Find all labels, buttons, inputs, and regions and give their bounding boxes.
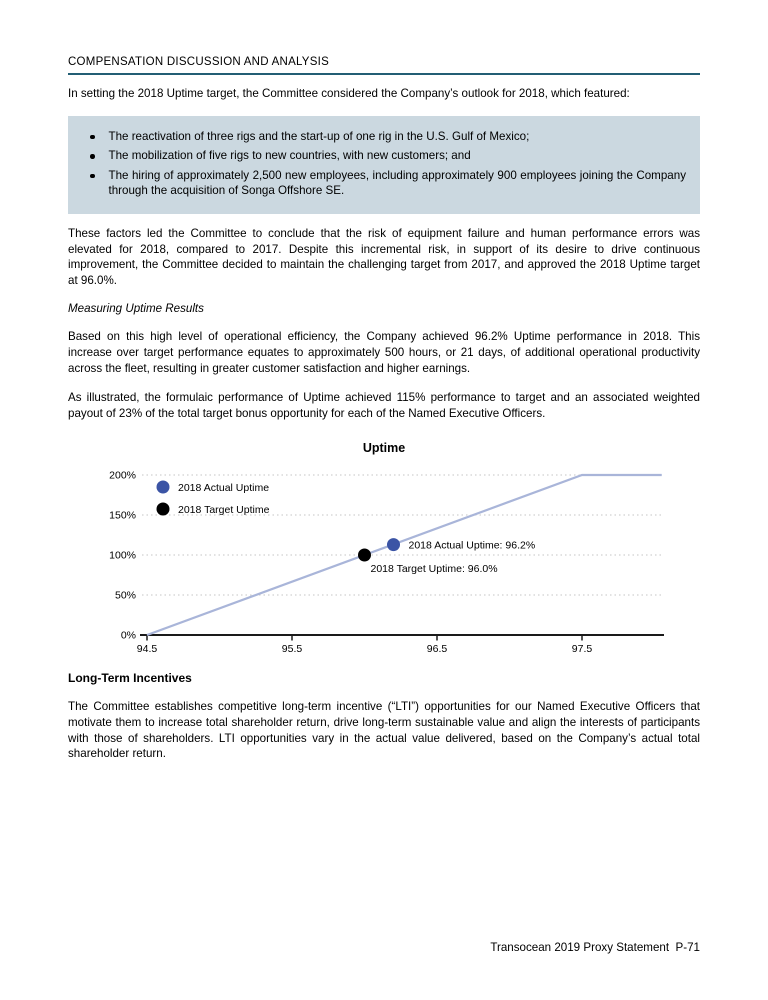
paragraph-factors: These factors led the Committee to conclude that the risk of equipment failure and human performance errors was elevated for 2018, compared to 2017. Despite this incremental risk, in support of its desire to drive continuous improvement, the Committee decided to maintain the challenging target from 2017, and approved the 2018 Uptime target at 96.0%. (68, 226, 700, 287)
x-tick-label: 94.5 (136, 643, 158, 656)
paragraph-intro: In setting the 2018 Uptime target, the Committee considered the Company’s outlook for 2018, which featured: (68, 87, 630, 100)
y-tick-label: 200% (109, 469, 136, 482)
target-uptime-marker (358, 549, 371, 562)
x-tick-label: 95.5 (281, 643, 303, 656)
highlight-box (68, 116, 700, 214)
bullet-icon (90, 174, 95, 179)
actual-uptime-marker (387, 538, 400, 551)
y-tick-label: 100% (109, 549, 136, 562)
legend-swatch-actual (157, 481, 170, 494)
heading-long-term-incentives: Long-Term Incentives (68, 671, 192, 686)
legend-label-actual: 2018 Actual Uptime (178, 482, 270, 495)
bullet-text: The mobilization of five rigs to new countries, with new customers; and (108, 149, 471, 163)
list-item (78, 168, 686, 199)
chart-title: Uptime (362, 441, 406, 456)
bullet-text: The reactivation of three rigs and the start-up of one rig in the U.S. Gulf of Mexico; (108, 129, 530, 143)
bullet-icon (90, 154, 95, 159)
section-header: COMPENSATION DISCUSSION AND ANALYSIS (68, 56, 700, 75)
y-tick-label: 150% (109, 509, 136, 522)
y-tick-label: 0% (120, 629, 136, 642)
uptime-chart (68, 441, 700, 665)
actual-uptime-label: 2018 Actual Uptime: 96.2% (408, 539, 536, 552)
bullet-text: The hiring of approximately 2,500 new employees, including approximately 900 employees joining the Company through the acquisition of Songa Offshore SE. (108, 168, 686, 198)
target-uptime-label: 2018 Target Uptime: 96.0% (370, 563, 498, 576)
uptime-chart-plot (68, 465, 700, 665)
subheading-measuring-uptime-results: Measuring Uptime Results (68, 302, 204, 316)
list-item (78, 129, 686, 145)
paragraph-based: Based on this high level of operational efficiency, the Company achieved 96.2% Uptime performance in 2018. This increase over target performance equates to approximately 500 hours, or 21 days, of additional operational productivity across the fleet, resulting in greater customer satisfaction and higher earnings. (68, 330, 700, 375)
paragraph-illustrated: As illustrated, the formulaic performance of Uptime achieved 115% performance to target and an associated weighted payout of 23% of the total target bonus opportunity for each of the Named Executive Officers. (68, 391, 700, 420)
page-footer: Transocean 2019 Proxy Statement P-71 (490, 941, 700, 954)
paragraph-lti: The Committee establishes competitive long-term incentive (“LTI”) opportunities for our Named Executive Officers that motivate them to increase total shareholder return, drive long-term sustainable value and align the interests of participants with those of shareholders. LTI opportunities vary in the actual value delivered, based on the Company’s actual total shareholder return. (68, 700, 700, 761)
y-tick-label: 50% (114, 589, 136, 602)
legend-swatch-target (157, 503, 170, 516)
bullet-icon (90, 135, 95, 140)
list-item (78, 148, 686, 164)
x-tick-label: 97.5 (571, 643, 593, 656)
legend-label-target: 2018 Target Uptime (178, 504, 270, 517)
x-tick-label: 96.5 (426, 643, 448, 656)
